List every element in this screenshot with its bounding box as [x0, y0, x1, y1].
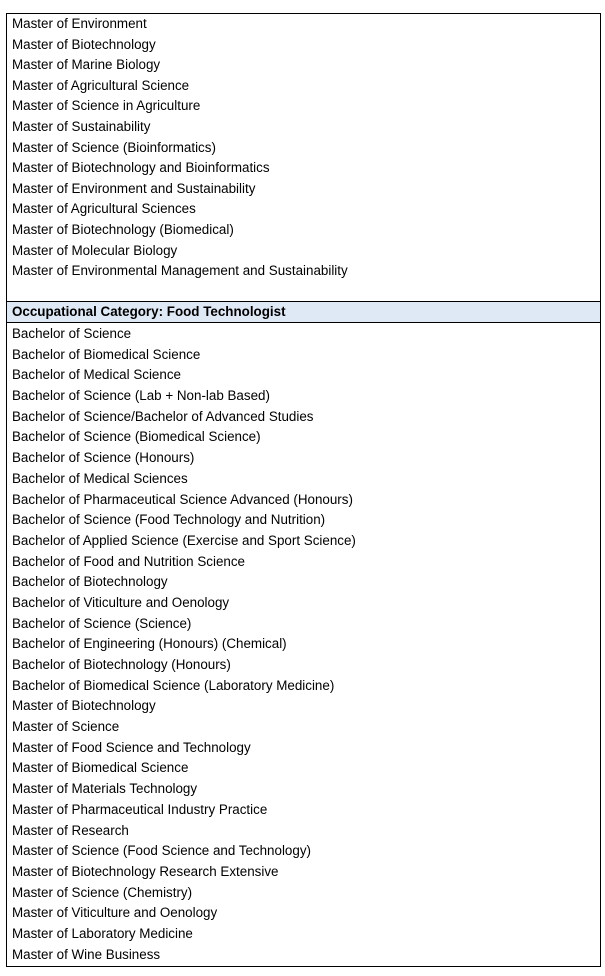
qualification-row: Master of Science	[12, 719, 120, 735]
qualifications-table	[6, 13, 601, 967]
qualification-row: Master of Biotechnology (Biomedical)	[12, 221, 234, 237]
qualification-row: Bachelor of Biotechnology	[12, 574, 168, 590]
qualification-row: Master of Science in Agriculture	[12, 98, 201, 114]
qualification-row: Master of Science (Bioinformatics)	[12, 139, 216, 155]
qualification-row: Master of Research	[12, 822, 129, 838]
qualification-row: Master of Biotechnology and Bioinformatics	[12, 160, 270, 176]
qualification-row: Master of Biotechnology	[12, 36, 156, 52]
qualification-row: Bachelor of Biotechnology (Honours)	[12, 657, 231, 672]
qualification-row: Master of Materials Technology	[12, 781, 198, 797]
qualification-row: Bachelor of Food and Nutrition Science	[12, 553, 245, 569]
qualification-row: Master of Pharmaceutical Industry Practice	[12, 801, 268, 817]
qualification-row: Bachelor of Biomedical Science (Laboratory Medicine)	[12, 677, 335, 693]
qualification-row: Master of Science (Food Science and Technology)	[12, 843, 311, 859]
qualification-list	[7, 14, 600, 282]
qualification-row: Master of Biotechnology	[12, 698, 156, 714]
qualification-row: Master of Environment and Sustainability	[12, 180, 256, 196]
qualification-row: Master of Agricultural Science	[12, 77, 190, 93]
qualification-row: Bachelor of Biomedical Science	[12, 346, 201, 362]
qualification-row: Bachelor of Science (Honours)	[12, 450, 195, 466]
qualification-row: Bachelor of Science (Science)	[12, 615, 192, 631]
qualification-row: Master of Science (Chemistry)	[12, 884, 193, 900]
qualification-row: Bachelor of Science (Food Technology and Nutrition)	[12, 512, 326, 528]
qualification-row: Master of Sustainability	[12, 118, 151, 134]
qualification-list-top	[7, 14, 600, 302]
category-header: Occupational Category: Food Technologist	[7, 302, 600, 323]
qualification-row: Bachelor of Science (Biomedical Science)	[12, 429, 261, 445]
qualification-list	[7, 324, 600, 965]
qualification-row: Master of Environmental Management and Sustainability	[12, 263, 348, 279]
qualification-row: Bachelor of Science/Bachelor of Advanced Studies	[12, 408, 314, 424]
qualification-row: Master of Food Science and Technology	[12, 739, 251, 755]
qualification-row: Bachelor of Medical Sciences	[12, 470, 188, 486]
qualification-row: Master of Agricultural Sciences	[12, 201, 196, 217]
qualification-row: Bachelor of Engineering (Honours) (Chemical)	[12, 636, 287, 652]
qualification-row: Master of Laboratory Medicine	[12, 925, 193, 941]
qualification-row: Master of Marine Biology	[12, 57, 161, 73]
food-technologist-list	[7, 324, 600, 965]
qualification-row: Bachelor of Pharmaceutical Science Advanced (Honours)	[12, 491, 353, 507]
qualification-row: Master of Biomedical Science	[12, 760, 189, 776]
qualification-row: Master of Viticulture and Oenology	[12, 905, 218, 921]
qualification-row: Master of Biotechnology Research Extensive	[12, 863, 279, 879]
qualification-row: Master of Wine Business	[12, 946, 161, 962]
qualification-row: Bachelor of Applied Science (Exercise and Sport Science)	[12, 532, 356, 548]
qualification-row: Bachelor of Medical Science	[12, 367, 181, 383]
qualification-row: Bachelor of Science	[12, 326, 132, 341]
qualification-row: Bachelor of Science (Lab + Non-lab Based)	[12, 388, 270, 404]
qualification-row: Master of Molecular Biology	[12, 242, 178, 258]
qualification-row: Master of Environment	[12, 16, 147, 31]
qualification-row: Bachelor of Viticulture and Oenology	[12, 594, 230, 610]
